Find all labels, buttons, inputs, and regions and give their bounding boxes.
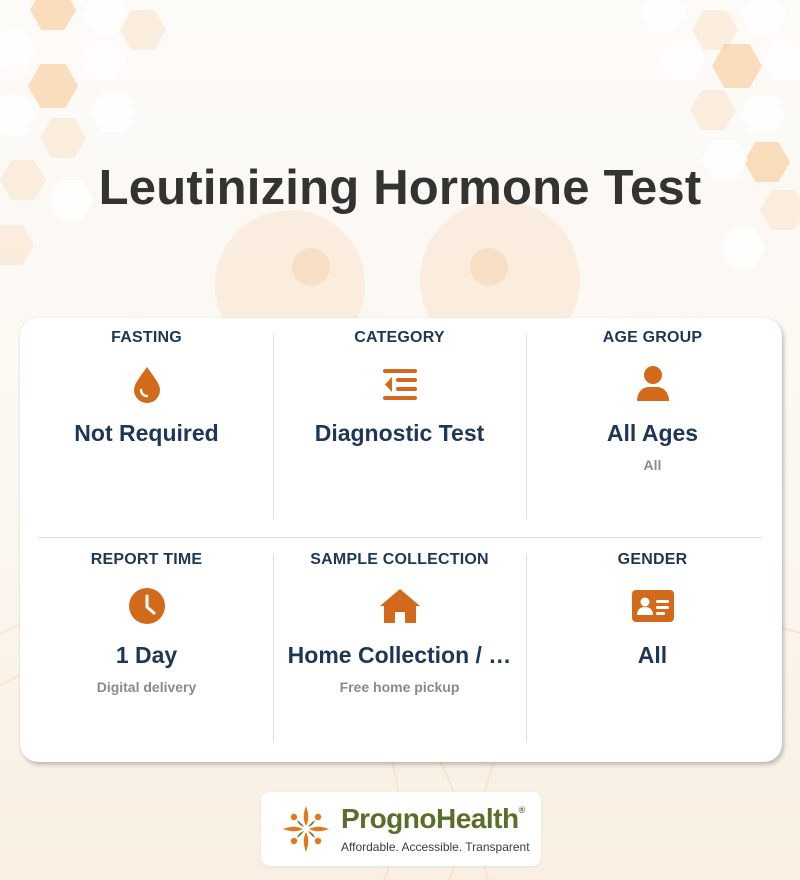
cell-label: CATEGORY <box>354 329 445 346</box>
cell-label: SAMPLE COLLECTION <box>310 551 489 568</box>
cell-value: All <box>637 642 668 668</box>
list-indent-icon <box>273 364 526 404</box>
cell-subtext: Free home pickup <box>339 679 460 695</box>
info-cell-category <box>273 329 526 447</box>
cell-label: AGE GROUP <box>602 329 703 346</box>
cell-value: Diagnostic Test <box>314 420 485 446</box>
info-cell-gender <box>526 551 779 669</box>
info-cell-report-time <box>20 551 273 695</box>
brand-name: PrognoHealth <box>341 803 519 834</box>
brand-logo <box>261 792 541 866</box>
info-cell-age-group <box>526 329 779 473</box>
id-card-icon <box>526 586 779 626</box>
user-icon <box>526 364 779 404</box>
cell-value: Not Required <box>74 420 219 446</box>
cell-value: 1 Day <box>115 642 178 668</box>
drop-icon <box>20 364 273 404</box>
prognohealth-logo-icon <box>279 802 333 861</box>
test-info-card <box>20 318 782 762</box>
divider <box>38 537 762 538</box>
cell-value: All Ages <box>606 420 699 446</box>
clock-icon <box>20 586 273 626</box>
page-title: Leutinizing Hormone Test <box>98 161 702 215</box>
cell-subtext: All <box>643 457 662 473</box>
cell-subtext: Digital delivery <box>96 679 197 695</box>
cell-label: REPORT TIME <box>90 551 203 568</box>
registered-mark: ® <box>518 805 525 815</box>
info-cell-sample-collection <box>273 551 526 695</box>
info-cell-fasting <box>20 329 273 447</box>
brand-tagline: Affordable. Accessible. Transparent <box>341 840 530 854</box>
cell-value: Home Collection / … <box>287 642 512 668</box>
house-icon <box>273 586 526 626</box>
cell-label: GENDER <box>617 551 688 568</box>
cell-label: FASTING <box>111 329 182 346</box>
